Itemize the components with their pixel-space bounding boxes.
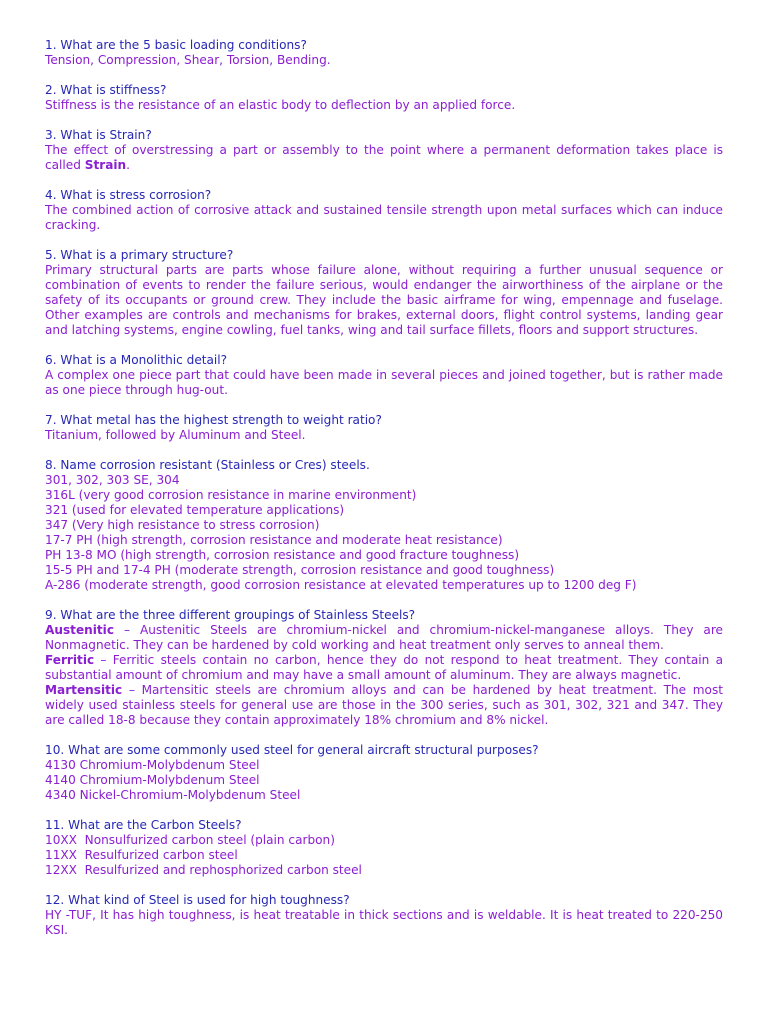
list-item: 11XX Resulfurized carbon steel bbox=[45, 848, 238, 862]
answer-1: Tension, Compression, Shear, Torsion, Bending. bbox=[45, 53, 331, 67]
answer-3-bold-term: Strain bbox=[84, 158, 127, 172]
answer-7: Titanium, followed by Aluminum and Steel. bbox=[45, 428, 306, 442]
list-item: 321 (used for elevated temperature applications) bbox=[45, 503, 345, 517]
list-item: 301, 302, 303 SE, 304 bbox=[45, 473, 180, 487]
question-11: 11. What are the Carbon Steels? bbox=[45, 818, 242, 832]
qa-item-1 bbox=[45, 38, 723, 68]
list-item: 12XX Resulfurized and rephosphorized carbon steel bbox=[45, 863, 362, 877]
question-12: 12. What kind of Steel is used for high toughness? bbox=[45, 893, 350, 907]
answer-5: Primary structural parts are parts whose failure alone, without requiring a further unusual sequence or combination of events to render the failure serious, would endanger the airworthiness of the airplane or the safety of its occupants or ground crew. They include the basic airframe for wing, empennage and fuselage. Other examples are controls and mechanisms for brakes, external doors, flight control systems, landing gear and latching systems, engine cowling, fuel tanks, wing and tail surface fillets, floors and support structures. bbox=[45, 263, 723, 337]
qa-item-9 bbox=[45, 608, 723, 728]
list-item: 17-7 PH (high strength, corrosion resistance and moderate heat resistance) bbox=[45, 533, 503, 547]
definition-ferritic: – Ferritic steels contain no carbon, hence they do not respond to heat treatment. They contain a substantial amount of chromium and may have a small amount of aluminum. They are always magnetic. bbox=[45, 653, 723, 682]
qa-item-6 bbox=[45, 353, 723, 398]
qa-item-10 bbox=[45, 743, 723, 803]
list-item: 4130 Chromium-Molybdenum Steel bbox=[45, 758, 260, 772]
question-10: 10. What are some commonly used steel for general aircraft structural purposes? bbox=[45, 743, 539, 757]
answer-3 bbox=[45, 143, 723, 173]
list-item: 15-5 PH and 17-4 PH (moderate strength, corrosion resistance and good toughness) bbox=[45, 563, 555, 577]
list-item: A-286 (moderate strength, good corrosion resistance at elevated temperatures up to 1200 deg F) bbox=[45, 578, 637, 592]
answer-11-list bbox=[45, 833, 723, 878]
question-6: 6. What is a Monolithic detail? bbox=[45, 353, 228, 367]
definition-austenitic: – Austenitic Steels are chromium-nickel and chromium-nickel-manganese alloys. They are Nonmagnetic. They can be hardened by cold working and heat treatment only serves to anneal them. bbox=[45, 623, 723, 652]
qa-item-12 bbox=[45, 893, 723, 938]
answer-3-end: . bbox=[126, 158, 130, 172]
question-2: 2. What is stiffness? bbox=[45, 83, 167, 97]
list-item: 347 (Very high resistance to stress corrosion) bbox=[45, 518, 320, 532]
question-9: 9. What are the three different groupings of Stainless Steels? bbox=[45, 608, 416, 622]
answer-9-martensitic bbox=[45, 683, 723, 728]
answer-9-austenitic bbox=[45, 623, 723, 653]
question-7: 7. What metal has the highest strength to weight ratio? bbox=[45, 413, 382, 427]
answer-3-text: The effect of overstressing a part or assembly to the point where a permanent deformation takes place is called bbox=[45, 143, 723, 172]
qa-item-4 bbox=[45, 188, 723, 233]
term-ferritic: Ferritic bbox=[45, 653, 95, 667]
answer-6: A complex one piece part that could have been made in several pieces and joined together, but is rather made as one piece through hug-out. bbox=[45, 368, 723, 397]
question-3: 3. What is Strain? bbox=[45, 128, 152, 142]
term-austenitic: Austenitic bbox=[45, 623, 115, 637]
qa-item-5 bbox=[45, 248, 723, 338]
answer-2: Stiffness is the resistance of an elastic body to deflection by an applied force. bbox=[45, 98, 516, 112]
document-page bbox=[45, 38, 723, 953]
qa-item-2 bbox=[45, 83, 723, 113]
definition-martensitic: – Martensitic steels are chromium alloys and can be hardened by heat treatment. The most widely used stainless steels for general use are those in the 300 series, such as 301, 302, 321 and 347. They are called 18-8 because they contain approximately 18% chromium and 8% nickel. bbox=[45, 683, 723, 727]
question-8: 8. Name corrosion resistant (Stainless or Cres) steels. bbox=[45, 458, 370, 472]
question-4: 4. What is stress corrosion? bbox=[45, 188, 212, 202]
list-item: 10XX Nonsulfurized carbon steel (plain carbon) bbox=[45, 833, 335, 847]
list-item: PH 13-8 MO (high strength, corrosion resistance and good fracture toughness) bbox=[45, 548, 520, 562]
qa-item-7 bbox=[45, 413, 723, 443]
question-1: 1. What are the 5 basic loading conditions? bbox=[45, 38, 307, 52]
qa-item-11 bbox=[45, 818, 723, 878]
answer-12: HY -TUF, It has high toughness, is heat treatable in thick sections and is weldable. It is heat treated to 220-250 KSI. bbox=[45, 908, 723, 937]
answer-4: The combined action of corrosive attack and sustained tensile strength upon metal surfaces which can induce cracking. bbox=[45, 203, 723, 232]
list-item: 4340 Nickel-Chromium-Molybdenum Steel bbox=[45, 788, 301, 802]
qa-item-8 bbox=[45, 458, 723, 593]
answer-9-ferritic bbox=[45, 653, 723, 683]
answer-8-list bbox=[45, 473, 723, 593]
answer-10-list bbox=[45, 758, 723, 803]
question-5: 5. What is a primary structure? bbox=[45, 248, 234, 262]
list-item: 4140 Chromium-Molybdenum Steel bbox=[45, 773, 260, 787]
qa-item-3 bbox=[45, 128, 723, 173]
list-item: 316L (very good corrosion resistance in marine environment) bbox=[45, 488, 417, 502]
term-martensitic: Martensitic bbox=[45, 683, 123, 697]
